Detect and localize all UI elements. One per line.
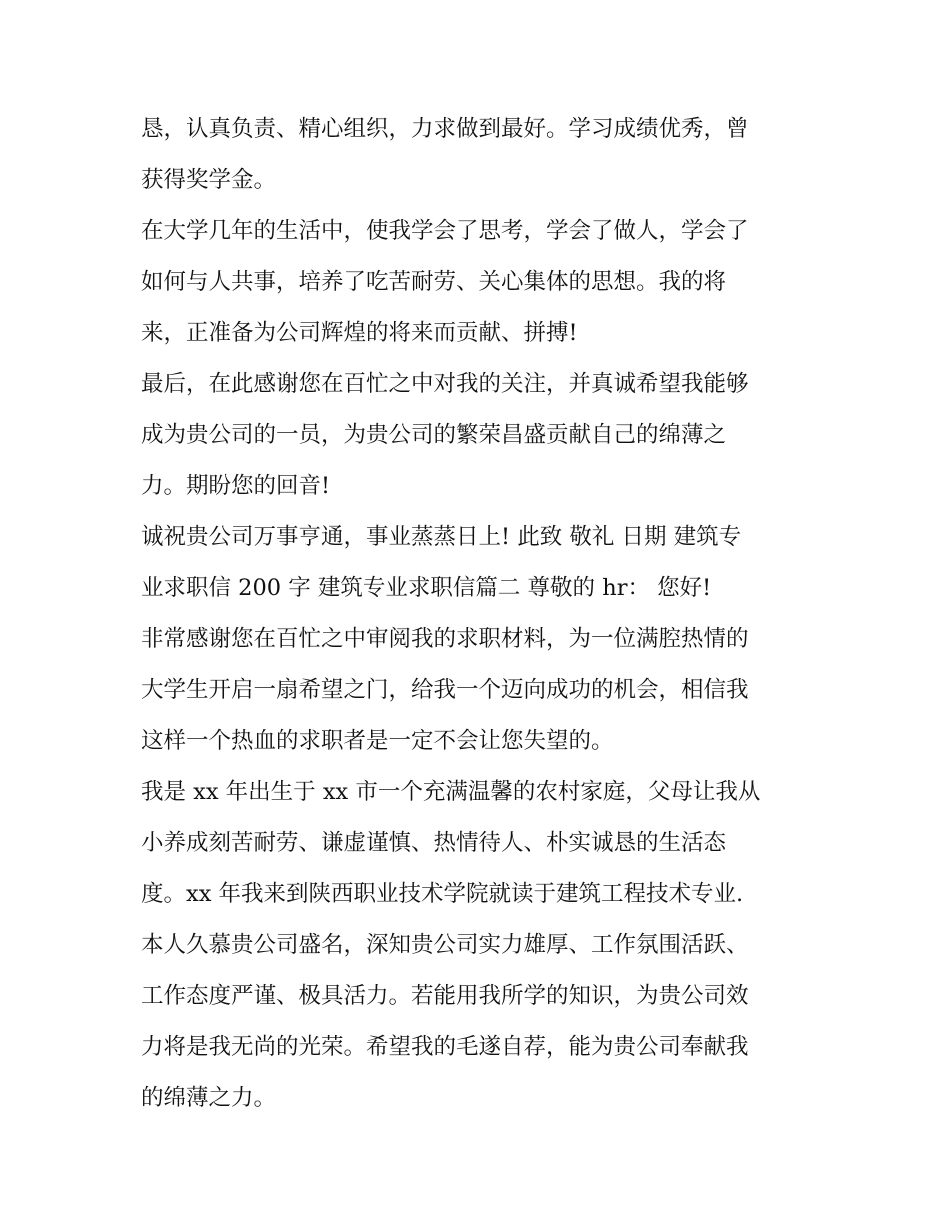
text-line: 本人久慕贵公司盛名，深知贵公司实力雄厚、工作氛围活跃、 [141, 932, 749, 958]
text-line: 成为贵公司的一员，为贵公司的繁荣昌盛贡献自己的绵薄之 [141, 422, 727, 448]
text-line: 大学生开启一扇希望之门，给我一个迈向成功的机会，相信我 [141, 677, 749, 703]
text-line: 小养成刻苦耐劳、谦虚谨慎、热情待人、朴实诚恳的生活态 [141, 830, 727, 856]
text-line: 这样一个热血的求职者是一定不会让您失望的。 [141, 728, 614, 754]
text-line: 最后，在此感谢您在百忙之中对我的关注，并真诚希望我能够 [141, 371, 749, 397]
text-line: 非常感谢您在百忙之中审阅我的求职材料，为一位满腔热情的 [141, 626, 749, 652]
text-line: 度。xx 年我来到陕西职业技术学院就读于建筑工程技术专业. [141, 881, 744, 907]
text-line: 力将是我无尚的光荣。希望我的毛遂自荐，能为贵公司奉献我 [141, 1034, 749, 1060]
text-line: 恳，认真负责、精心组织，力求做到最好。学习成绩优秀，曾 [141, 116, 749, 142]
letter-body [141, 104, 821, 1124]
text-line: 业求职信 200 字 建筑专业求职信篇二 尊敬的 hr： 您好! [141, 575, 712, 601]
text-line: 力。期盼您的回音! [141, 473, 331, 499]
text-line: 如何与人共事，培养了吃苦耐劳、关心集体的思想。我的将 [141, 269, 727, 295]
text-line: 诚祝贵公司万事亨通，事业蒸蒸日上! 此致 敬礼 日期 建筑专 [141, 524, 742, 550]
text-line: 获得奖学金。 [141, 167, 277, 193]
text-line: 在大学几年的生活中，使我学会了思考，学会了做人，学会了 [141, 218, 749, 244]
text-line: 来，正准备为公司辉煌的将来而贡献、拼搏! [141, 320, 578, 346]
text-line: 的绵薄之力。 [141, 1085, 277, 1111]
text-line: 我是 xx 年出生于 xx 市一个充满温馨的农村家庭，父母让我从 [141, 779, 761, 805]
text-line: 工作态度严谨、极具活力。若能用我所学的知识，为贵公司效 [141, 983, 749, 1009]
